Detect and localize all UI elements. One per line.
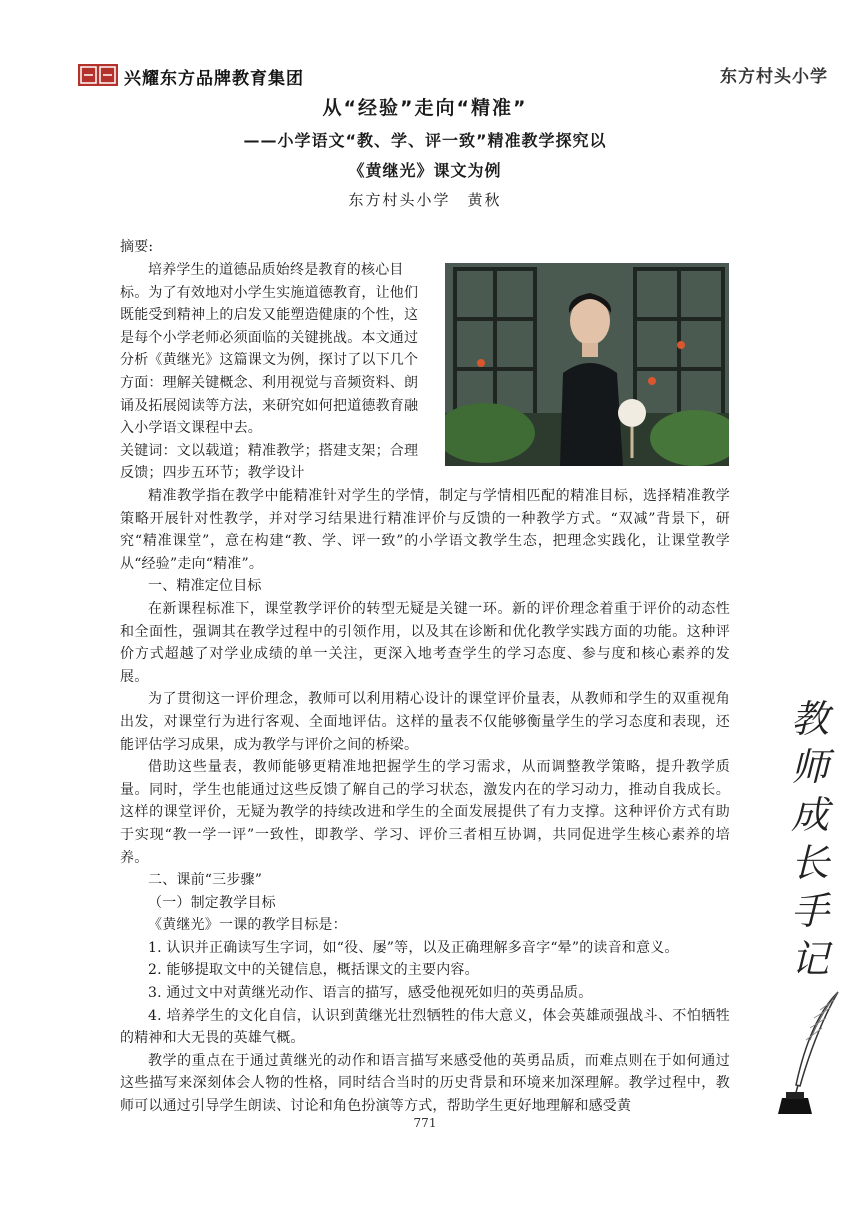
goal-item: 1. 认识并正确读写生字词，如“役、屡”等，以及正确理解多音字“晕”的读音和意义。 [148, 939, 679, 956]
paragraph: 为了贯彻这一评价理念，教师可以利用精心设计的课堂评价量表，从教师和学生的双重视角出发，对课堂行为进行客观、全面地评估。这样的量表不仅能够衡量学生的学习态度和表现，还能评估学习成果，成为教学与评价之间的桥梁。 [120, 691, 730, 753]
goal-item: 2. 能够提取文中的关键信息，概括课文的主要内容。 [148, 962, 479, 979]
side-calligraphy-char: 教 [790, 697, 829, 741]
header-school-name: 东方村头小学 [720, 67, 828, 87]
group-logo-icon [78, 64, 118, 86]
article-subtitle-line1: ——小学语文“教、学、评一致”精准教学探究以 [243, 131, 607, 150]
heading-section-1: 一、精准定位目标 [148, 578, 262, 595]
heading-section-2: 二、课前“三步骤” [148, 872, 263, 889]
abstract-block [120, 259, 438, 485]
side-calligraphy-char: 师 [790, 745, 829, 789]
side-calligraphy-char: 手 [790, 889, 829, 933]
abstract-label: 摘要: [120, 239, 154, 255]
paragraph-intro: 精准教学指在教学中能精准针对学生的学情，制定与学情相匹配的精准目标，选择精准教学策略开展针对性教学，并对学习结果进行精准评价与反馈的一种教学方式。“双减”背景下，研究“精准课堂”，意在构建“教、学、评一致”的小学语文教学生态，把理念实践化，让课堂教学从“经验”走向“精准”。 [120, 488, 730, 572]
abstract-line: 入小学语文课程中去。 [120, 420, 262, 437]
article-author: 东方村头小学 黄秋 [348, 191, 502, 209]
abstract-line: 诵及拓展阅读等方法，来研究如何把道德教育融 [120, 397, 419, 414]
abstract-line: 方面：理解关键概念、利用视觉与音频资料、朗 [120, 374, 419, 391]
main-body [120, 485, 730, 1118]
article-subtitle-line2: 《黄继光》课文为例 [348, 161, 502, 180]
group-name: 兴耀东方品牌教育集团 [124, 69, 304, 89]
abstract-line: 是每个小学老师必须面临的关键挑战。本文通过 [120, 329, 419, 346]
abstract-line: 既能受到精神上的启发又能塑造健康的个性，这 [120, 307, 419, 324]
keywords-line: 关键词：文以载道；精准教学；搭建支架；合理 [120, 442, 419, 459]
goal-item: 4. 培养学生的文化自信，认识到黄继光壮烈牺牲的伟大意义，体会英雄顽强战斗、不怕牺牲的精神和大无畏的英雄气概。 [120, 1007, 730, 1047]
abstract-line: 分析《黄继光》这篇课文为例，探讨了以下几个 [120, 352, 419, 369]
abstract-line: 标。为了有效地对小学生实施道德教育，让他们 [120, 284, 419, 301]
keywords-line: 反馈；四步五环节；教学设计 [120, 465, 305, 482]
side-calligraphy-char: 记 [790, 937, 829, 981]
author-photo [445, 263, 729, 466]
abstract-line: 培养学生的道德品质始终是教育的核心目 [148, 262, 404, 278]
side-calligraphy-char: 成 [790, 793, 829, 837]
goal-item: 3. 通过文中对黄继光动作、语言的描写，感受他视死如归的英勇品质。 [148, 985, 593, 1002]
article-title: 从“经验”走向“精准” [322, 97, 528, 119]
page-number: 771 [413, 1116, 437, 1130]
heading-subsection: （一）制定教学目标 [148, 894, 276, 911]
paragraph: 教学的重点在于通过黄继光的动作和语言描写来感受他的英勇品质，而难点则在于如何通过这些描写来深刻体会人物的性格，同时结合当时的历史背景和环境来加深理解。教学过程中，教师可以通过引导学生朗读、讨论和角色扮演等方式，帮助学生更好地理解和感受黄 [120, 1052, 730, 1115]
side-calligraphy-char: 长 [790, 841, 829, 885]
paragraph: 借助这些量表，教师能够更精准地把握学生的学习需求，从而调整教学策略，提升教学质量。同时，学生也能通过这些反馈了解自己的学习状态，激发内在的学习动力，推动自我成长。这样的课堂评价，无疑为教学的持续改进和学生的全面发展提供了有力支撑。这种评价方式有助于实现“教一学一评”一致性，即教学、学习、评价三者相互协调，共同促进学生核心素养的培养。 [120, 759, 730, 866]
quill-inkwell-icon [770, 990, 845, 1120]
paragraph: 在新课程标准下，课堂教学评价的转型无疑是关键一环。新的评价理念着重于评价的动态性和全面性，强调其在教学过程中的引领作用，以及其在诊断和优化教学实践方面的功能。这种评价方式超越了对学业成绩的单一关注，更深入地考查学生的学习态度、参与度和核心素养的发展。 [120, 600, 730, 685]
goal-intro: 《黄继光》一课的教学目标是： [148, 917, 347, 934]
